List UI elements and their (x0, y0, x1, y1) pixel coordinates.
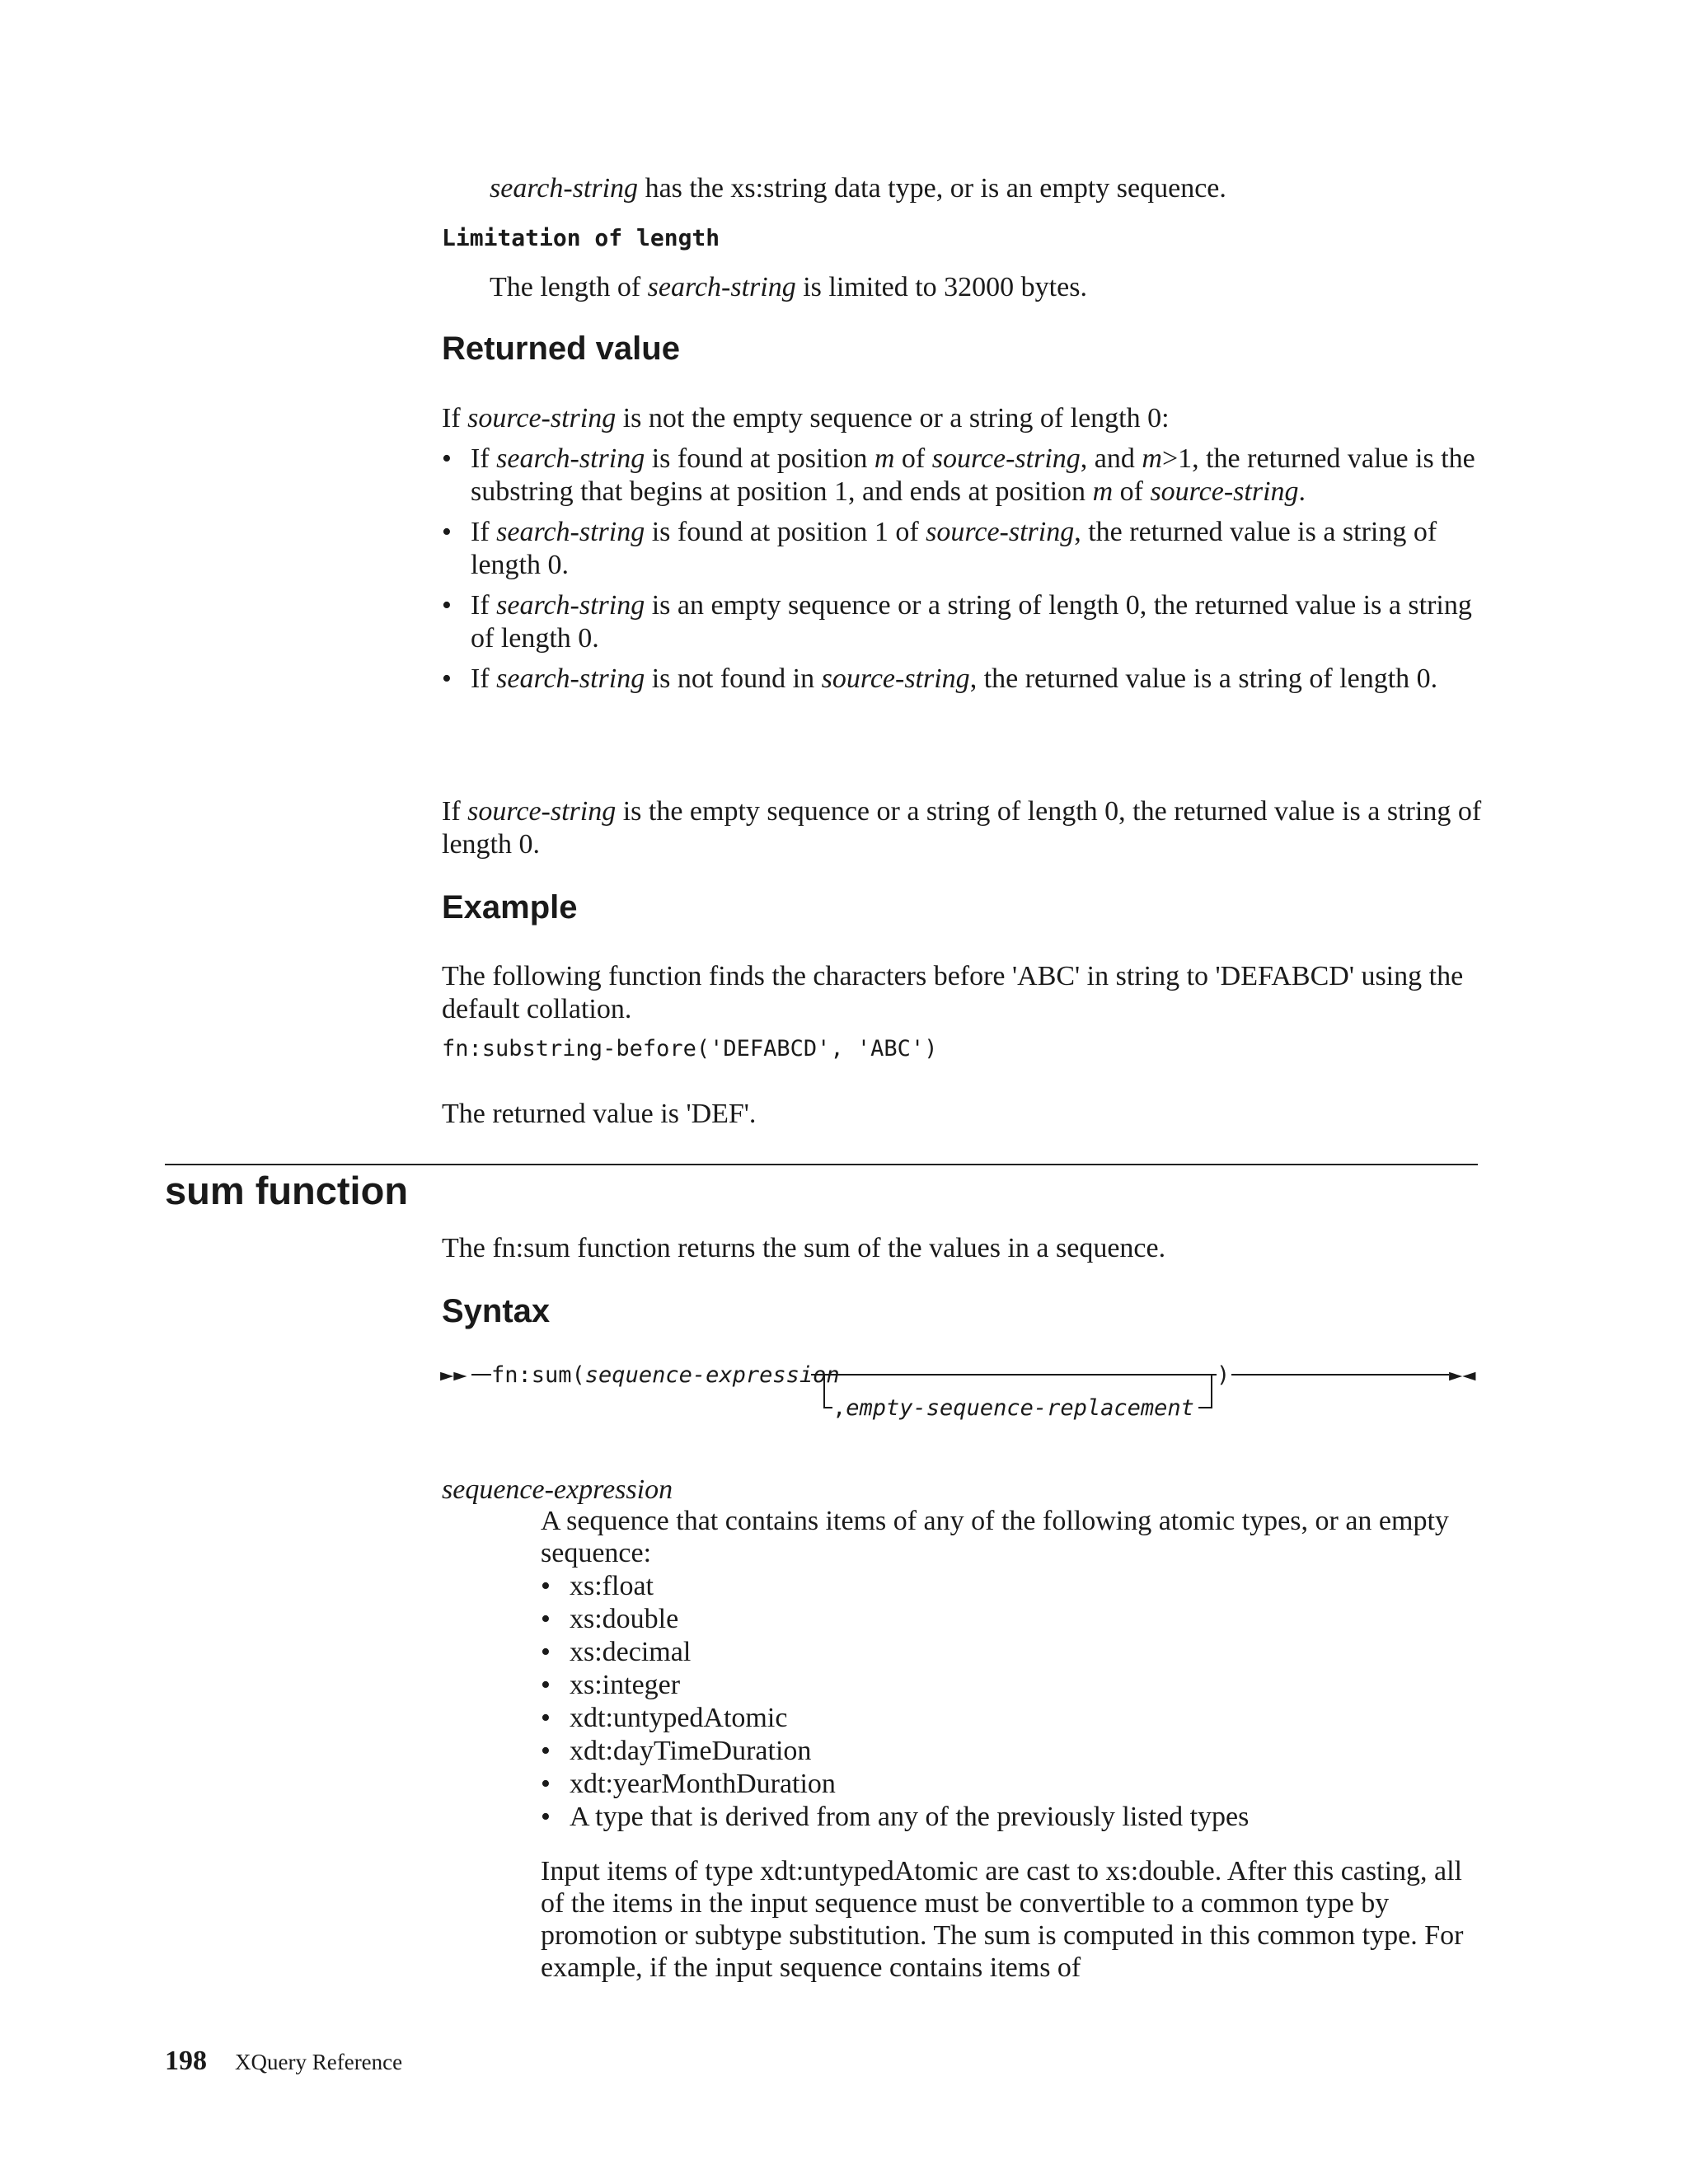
example-result: The returned value is 'DEF'. (442, 1099, 757, 1129)
syntax-end-marks: ►◄ (1449, 1362, 1476, 1388)
param-term-sequence-expression: sequence-expression (442, 1474, 673, 1505)
returned-value-closing: If source-string is the empty sequence or a string of length 0, the returned value is a string of length 0. (442, 796, 1482, 860)
syntax-optional-param: ,empty-sequence-replacement (832, 1395, 1194, 1421)
list-item: • xdt:yearMonthDuration (541, 1768, 1480, 1801)
list-item: • If search-string is found at position 1 of source-string, the returned value is a string of length 0. (442, 516, 1482, 582)
list-item: • xs:integer (541, 1669, 1480, 1702)
sum-intro: The fn:sum function returns the sum of the values in a sequence. (442, 1233, 1166, 1263)
syntax-fn-name: fn:sum(sequence-expression (491, 1362, 840, 1388)
syntax-close-paren: ) (1217, 1362, 1231, 1388)
param-term: search-string (490, 173, 639, 204)
example-heading: Example (442, 889, 578, 926)
page-footer (165, 2046, 402, 2077)
cast-paragraph: Input items of type xdt:untypedAtomic are cast to xs:double. After this casting, all of the items in the input sequence must be convertible to a common type by promotion or subtype substitution. The sum is computed in this common type. For example, if the input sequence contains items of (541, 1856, 1464, 1983)
search-string-description: search-string has the xs:string data type, or is an empty sequence. (490, 173, 1226, 204)
syntax-diagram (437, 1360, 1484, 1434)
list-item: • xdt:dayTimeDuration (541, 1735, 1480, 1768)
returned-value-heading: Returned value (442, 330, 680, 367)
example-text: The following function finds the characters before 'ABC' in string to 'DEFABCD' using the default collation. (442, 961, 1464, 1024)
atomic-type-list (541, 1570, 1480, 1834)
returned-value-list (442, 443, 1482, 696)
list-item: • If search-string is not found in source-string, the returned value is a string of length 0. (442, 663, 1482, 696)
document-title: XQuery Reference (235, 2050, 403, 2074)
list-item: • If search-string is found at position m of source-string, and m>1, the returned value is the substring that begins at position 1, and ends at position m of source-string. (442, 443, 1482, 509)
param-description: A sequence that contains items of any of the following atomic types, or an empty sequence: (541, 1506, 1449, 1568)
syntax-start-marks: ►► (440, 1362, 467, 1388)
list-item: • A type that is derived from any of the previously listed types (541, 1801, 1480, 1834)
list-item: • xs:decimal (541, 1636, 1480, 1669)
list-item: • xdt:untypedAtomic (541, 1702, 1480, 1735)
limitation-heading: Limitation of length (442, 224, 720, 251)
list-item: • xs:float (541, 1570, 1480, 1603)
returned-value-intro: If source-string is not the empty sequence or a string of length 0: (442, 403, 1170, 434)
syntax-heading: Syntax (442, 1293, 551, 1329)
list-item: • xs:double (541, 1603, 1480, 1636)
section-divider (165, 1164, 1478, 1165)
sum-function-heading: sum function (165, 1169, 409, 1212)
example-code: fn:substring-before('DEFABCD', 'ABC') (442, 1036, 938, 1062)
page-number: 198 (165, 2046, 207, 2076)
list-item: • If search-string is an empty sequence or a string of length 0, the returned value is a string of length 0. (442, 589, 1482, 655)
limitation-text: The length of search-string is limited to 32000 bytes. (490, 272, 1087, 302)
